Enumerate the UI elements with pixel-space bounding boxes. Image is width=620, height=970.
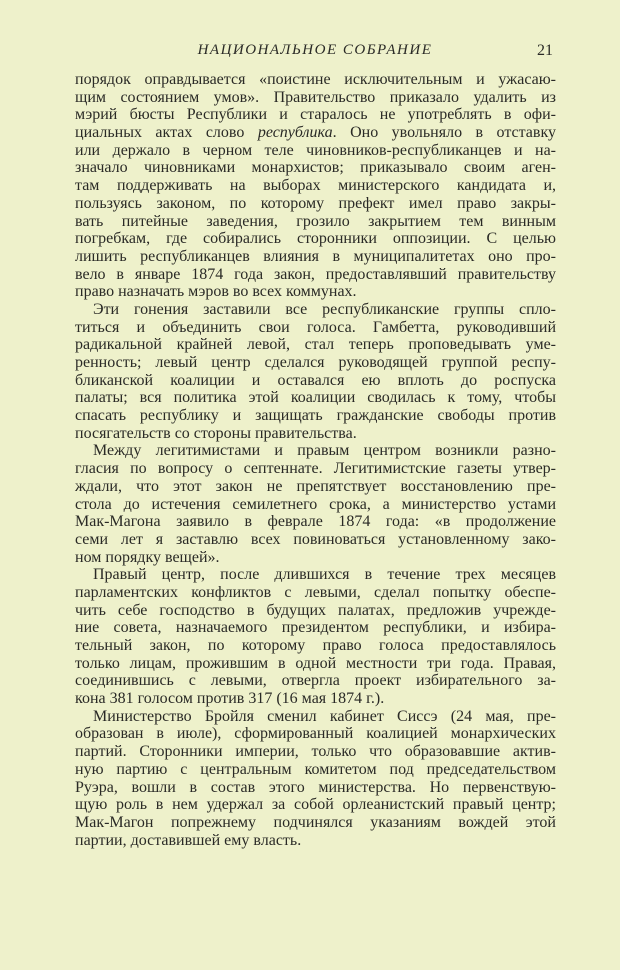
text-segment: Правый центр, после длившихся в течение трех месяцев [93,566,556,584]
text-segment: порядок оправдывается «поистине исключительным и ужасаю- [75,71,556,88]
text-segment: ном порядку вещей». [75,548,220,566]
text-segment: тельный закон, по которому право голоса предоставлялось [75,637,556,654]
text-segment: семи лет я заставлю всех повиноваться установленному зако- [75,530,556,548]
body-text [75,71,556,849]
text-segment: бликанской коалиции и оставался ею вплоть до роспуска [75,371,556,389]
text-segment: стола до истечения семилетнего срока, а министерство устами [75,495,556,513]
italic-text: республика [257,124,333,142]
text-segment: ждали, что этот закон не препятствует восстановлению пре- [75,477,556,495]
text-line [75,531,556,549]
text-line [75,832,556,850]
text-segment: или держало в черном теле чиновников-республиканцев и на- [75,141,556,159]
text-line [75,319,556,337]
text-segment: только лицам, прожившим в одной местности три года. Правая, [75,654,556,672]
text-line [75,779,556,797]
text-segment: парламентских конфликтов с левыми, сделал попытку обеспе- [75,583,556,601]
text-segment: право назначать мэров во всех коммунах. [75,283,357,301]
text-segment: Руэра, вошли в состав этого министерства. Но первенствую- [75,778,556,796]
text-line [75,602,556,620]
text-line [75,637,556,655]
text-segment: гласия по вопросу о септеннате. Легитимистские газеты утвер- [75,460,556,478]
text-segment: мэрий бюсты Республики и старалось не употреблять в офи- [75,106,556,124]
text-segment: посягательств со стороны правительства. [75,424,357,442]
text-segment: циальных актах слово [75,124,258,142]
text-line [75,513,556,531]
text-segment: радикальной крайней левой, стал теперь проповедывать уме- [75,336,556,354]
text-line [75,336,556,354]
running-title: НАЦИОНАЛЬНОЕ СОБРАНИЕ [197,42,433,58]
text-line [75,619,556,637]
text-line [75,761,556,779]
text-line [75,195,556,213]
text-line [75,124,556,142]
text-line [75,442,556,460]
text-segment: . Оно увольняло в отставку [332,124,556,142]
text-segment: соединившись с левыми, отвергла проект избирательного за- [75,672,556,690]
text-segment: партий. Сторонники империи, только что образовавшие актив- [75,743,556,761]
text-line [75,725,556,743]
text-line [75,354,556,372]
text-segment: Эти гонения заставили все республиканские группы спло- [93,300,556,318]
text-segment: палаты; вся политика этой коалиции сводилась к тому, чтобы [75,389,556,407]
text-line [75,283,556,301]
text-line [75,814,556,832]
text-segment: ние совета, назначаемого президентом республики, и избира- [75,619,556,637]
text-line [75,177,556,195]
text-line [75,389,556,407]
text-line [75,142,556,160]
text-segment: Мак-Магон попрежнему подчинялся указаниям вождей этой [75,813,556,831]
text-segment: титься и объединить свои голоса. Гамбетта, руководивший [75,318,556,336]
text-line [75,266,556,284]
text-segment: чить себе господство в будущих палатах, предложив учрежде- [75,601,556,619]
text-line [75,478,556,496]
text-line [75,425,556,443]
text-line [75,301,556,319]
text-segment: партии, доставившей ему власть. [75,831,302,849]
text-segment: ную партию с центральным комитетом под председательством [75,760,556,778]
page-header [75,42,555,62]
text-segment: там поддерживать на выборах министерского кандидата и, [75,177,556,195]
text-segment: вело в январе 1874 года закон, предоставлявший правительству [75,265,556,283]
text-line [75,248,556,266]
text-line [75,796,556,814]
text-segment: образован в июле), сформированный коалицией монархических [75,725,556,743]
text-line [75,566,556,584]
text-line [75,407,556,425]
text-line [75,743,556,761]
text-segment: кона 381 голосом против 317 (16 мая 1874 г.). [75,690,385,708]
text-line [75,672,556,690]
text-line [75,372,556,390]
text-line [75,106,556,124]
text-line [75,71,556,89]
text-line [75,690,556,708]
text-line [75,549,556,567]
text-line [75,584,556,602]
text-line [75,496,556,514]
text-line [75,708,556,726]
text-line [75,230,556,248]
text-segment: вать питейные заведения, грозило закрытием тем винным [75,212,556,230]
text-segment: лишить республиканцев влияния в муниципалитетах оно про- [75,247,556,265]
text-segment: значало чиновниками монархистов; приказывало своим аген- [75,159,556,177]
text-line [75,213,556,231]
text-segment: Мак-Магона заявило в феврале 1874 года: «в продолжение [75,513,556,531]
text-line [75,89,556,107]
text-line [75,460,556,478]
text-segment: Министерство Бройля сменил кабинет Сиссэ (24 мая, пре- [93,707,556,725]
text-segment: ренность; левый центр сделался руководящей группой респу- [75,354,556,371]
text-segment: погребкам, где собирались сторонники оппозиции. С целью [75,230,556,248]
text-segment: Между легитимистами и правым центром возникли разно- [93,442,556,460]
text-segment: щим состоянием умов». Правительство приказало удалить из [75,88,556,106]
text-segment: спасать республику и защищать гражданские свободы против [75,407,556,425]
text-segment: щую роль в нем удержал за собой орлеанистский правый центр; [75,796,556,814]
text-line [75,159,556,177]
page-number: 21 [537,42,553,59]
text-line [75,655,556,673]
text-segment: пользуясь законом, по которому префект имел право закры- [75,194,556,212]
